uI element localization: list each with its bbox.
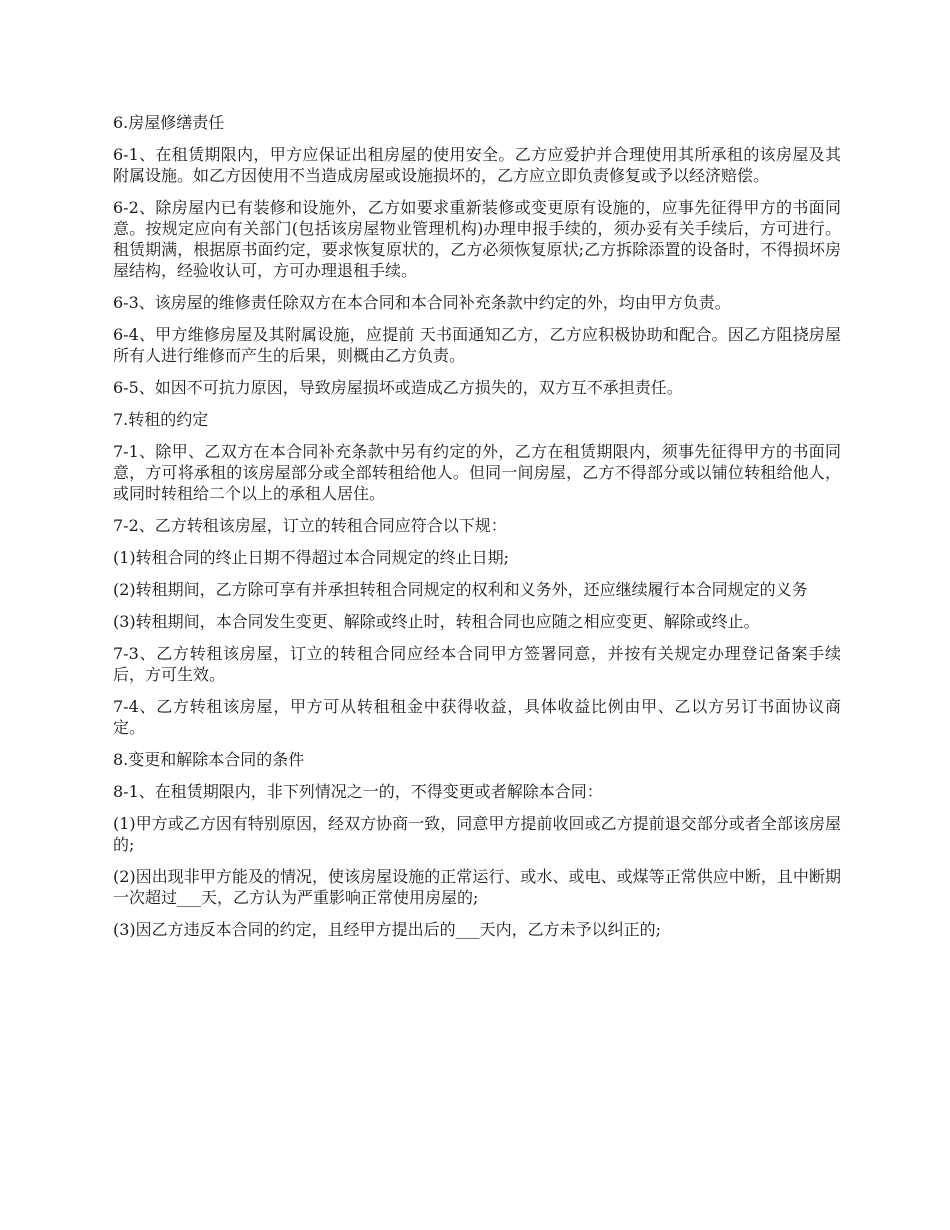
clause-8-1-item-3: (3)因乙方违反本合同的约定，且经甲方提出后的___天内，乙方未予以纠正的; <box>113 920 662 939</box>
clause-7-3: 7-3、乙方转租该房屋，订立的转租合同应经本合同甲方签署同意，并按有关规定办理登记备案手续后，方可生效。 <box>113 644 841 684</box>
clause-6-5: 6-5、如因不可抗力原因，导致房屋损坏或造成乙方损失的，双方互不承担责任。 <box>113 378 683 397</box>
clause-8-1: 8-1、在租赁期限内，非下列情况之一的，不得变更或者解除本合同： <box>113 782 603 801</box>
section-heading-7: 7.转租的约定 <box>113 410 209 429</box>
clause-7-4: 7-4、乙方转租该房屋，甲方可从转租租金中获得收益，具体收益比例由甲、乙以方另订书面协议商定。 <box>113 697 841 737</box>
clause-8-1-item-1: (1)甲方或乙方因有特别原因，经双方协商一致，同意甲方提前收回或乙方提前退交部分或者全部该房屋的; <box>113 814 841 854</box>
clause-7-2-item-1: (1)转租合同的终止日期不得超过本合同规定的终止日期; <box>113 548 510 567</box>
document-page <box>113 112 841 951</box>
clause-6-2: 6-2、除房屋内已有装修和设施外，乙方如要求重新装修或变更原有设施的，应事先征得甲方的书面同意。按规定应向有关部门(包括该房屋物业管理机构)办理申报手续的，须办妥有关手续后，方可进行。租赁期满，根据原书面约定，要求恢复原状的，乙方必须恢复原状;乙方拆除添置的设备时，不得损坏房屋结构，经验收认可，方可办理退租手续。 <box>113 198 841 280</box>
section-heading-8: 8.变更和解除本合同的条件 <box>113 750 305 769</box>
clause-7-2-item-3: (3)转租期间，本合同发生变更、解除或终止时，转租合同也应随之相应变更、解除或终止。 <box>113 612 760 631</box>
clause-7-2-item-2: (2)转租期间，乙方除可享有并承担转租合同规定的权利和义务外，还应继续履行本合同规定的义务 <box>113 580 808 599</box>
section-heading-6: 6.房屋修缮责任 <box>113 113 225 132</box>
clause-7-1: 7-1、除甲、乙双方在本合同补充条款中另有约定的外，乙方在租赁期限内，须事先征得甲方的书面同意，方可将承租的该房屋部分或全部转租给他人。但同一间房屋，乙方不得部分或以铺位转租给他人，或同时转租给二个以上的承租人居住。 <box>113 442 841 503</box>
clause-8-1-item-2: (2)因出现非甲方能及的情况，使该房屋设施的正常运行、或水、或电、或煤等正常供应中断，且中断期一次超过___天，乙方认为严重影响正常使用房屋的; <box>113 867 841 907</box>
clause-7-2: 7-2、乙方转租该房屋，订立的转租合同应符合以下规： <box>113 516 507 535</box>
clause-6-4: 6-4、甲方维修房屋及其附属设施，应提前 天书面通知乙方，乙方应积极协助和配合。因乙方阻挠房屋所有人进行维修而产生的后果，则概由乙方负责。 <box>113 325 841 365</box>
clause-6-3: 6-3、该房屋的维修责任除双方在本合同和本合同补充条款中约定的外，均由甲方负责。 <box>113 293 731 312</box>
clause-6-1: 6-1、在租赁期限内，甲方应保证出租房屋的使用安全。乙方应爱护并合理使用其所承租的该房屋及其附属设施。如乙方因使用不当造成房屋或设施损坏的，乙方应立即负责修复或予以经济赔偿。 <box>113 145 841 185</box>
